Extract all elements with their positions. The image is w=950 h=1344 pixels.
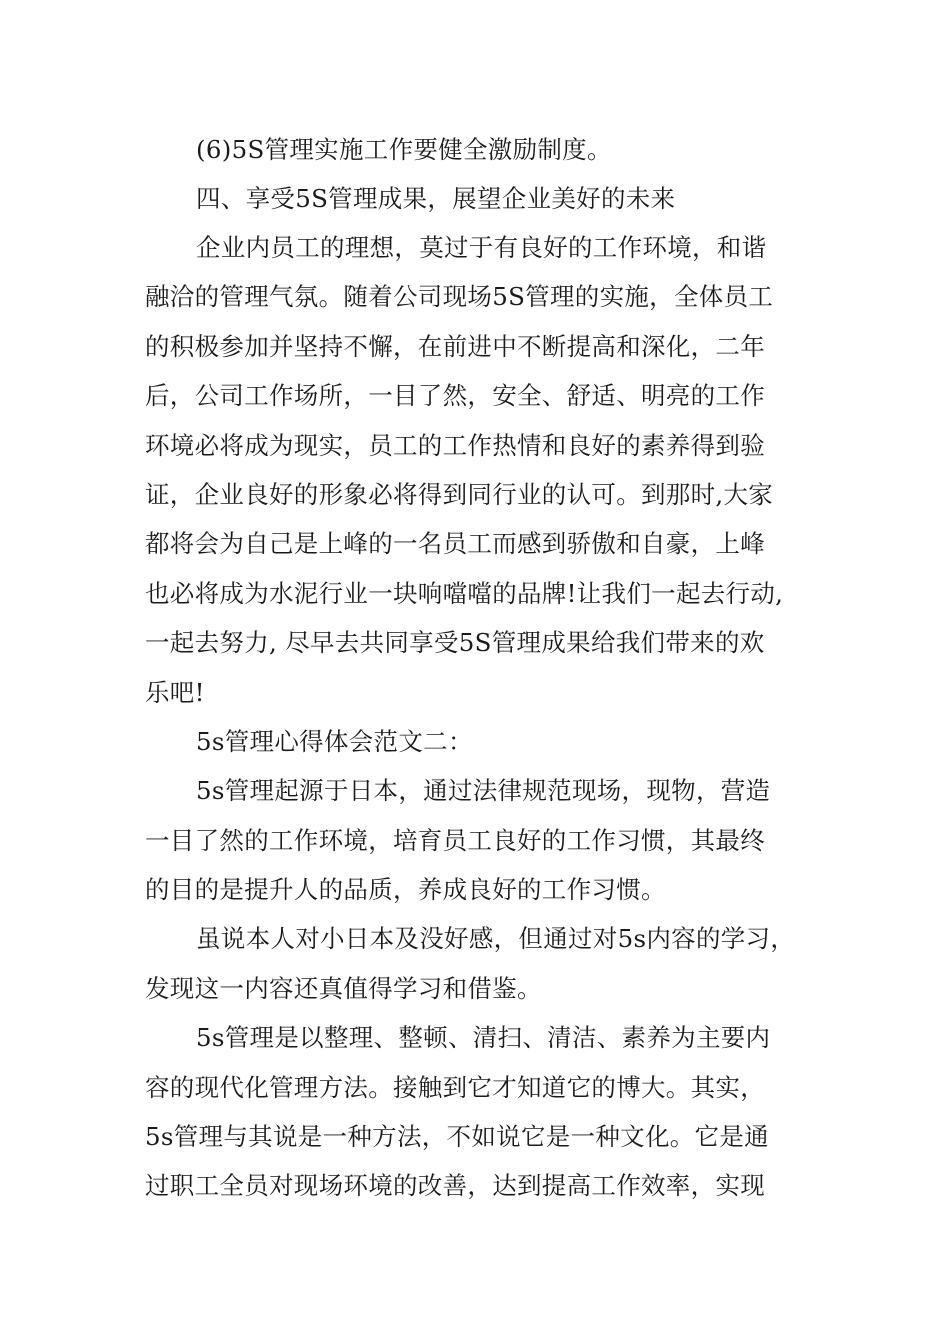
text-line: 5s管理是以整理、整顿、清扫、清洁、素养为主要内 — [196, 1023, 771, 1052]
text-line: 融洽的管理气氛。随着公司现场5S管理的实施，全体员工 — [145, 282, 774, 311]
text-line: 容的现代化管理方法。接触到它才知道它的博大。其实， — [145, 1073, 765, 1102]
text-line: 一目了然的工作环境，培育员工良好的工作习惯，其最终 — [145, 826, 765, 855]
text-line: 环境必将成为现实，员工的工作热情和良好的素养得到验 — [145, 431, 765, 460]
text-line: 过职工全员对现场环境的改善，达到提高工作效率，实现 — [145, 1171, 765, 1200]
text-line: 也必将成为水泥行业一块响噹噹的品牌!让我们一起去行动, — [145, 579, 784, 608]
text-line: 证，企业良好的形象必将得到同行业的认可。到那时,大家 — [145, 480, 774, 509]
text-line: 乐吧! — [145, 678, 205, 707]
section-heading: 四、享受5S管理成果，展望企业美好的未来 — [196, 184, 676, 213]
text-line: (6)5S管理实施工作要健全激励制度。 — [196, 135, 612, 164]
text-line: 虽说本人对小日本及没好感，但通过对5s内容的学习， — [196, 924, 796, 953]
text-line: 5s管理起源于日本，通过法律规范现场，现物，营造 — [196, 776, 771, 805]
text-line: 的目的是提升人的品质，养成良好的工作习惯。 — [145, 875, 666, 904]
text-line: 的积极参加并坚持不懈，在前进中不断提高和深化，二年 — [145, 332, 765, 361]
text-line: 企业内员工的理想，莫过于有良好的工作环境，和谐 — [196, 233, 767, 262]
section-heading: 5s管理心得体会范文二： — [196, 727, 473, 756]
text-line: 一起去努力, 尽早去共同享受5S管理成果给我们带来的欢 — [145, 628, 765, 657]
text-line: 5s管理与其说是一种方法，不如说它是一种文化。它是通 — [145, 1122, 769, 1151]
text-line: 后，公司工作场所，一目了然，安全、舒适、明亮的工作 — [145, 381, 765, 410]
text-line: 都将会为自己是上峰的一名员工而感到骄傲和自豪，上峰 — [145, 529, 765, 558]
text-line: 发现这一内容还真值得学习和借鉴。 — [145, 974, 542, 1003]
